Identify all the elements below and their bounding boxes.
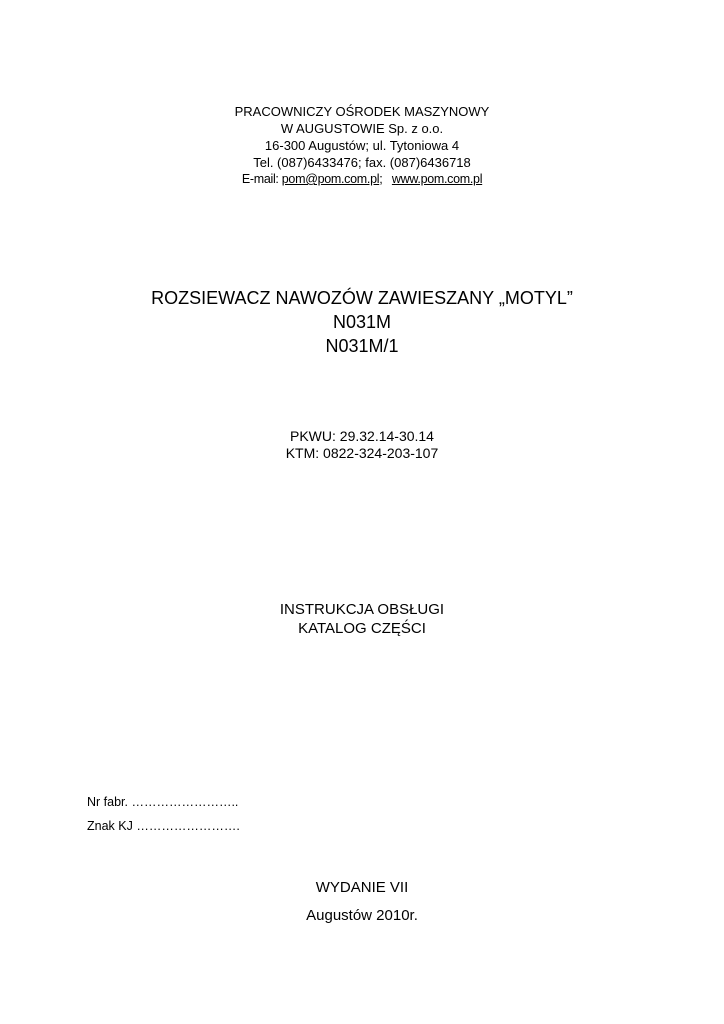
website-link[interactable]: www.pom.com.pl — [391, 172, 483, 186]
company-phone-fax: Tel. (087)6433476; fax. (087)6436718 — [253, 155, 471, 170]
model-number-2: N031M/1 — [325, 336, 399, 356]
form-fields — [87, 790, 240, 838]
company-address: 16-300 Augustów; ul. Tytoniowa 4 — [264, 138, 460, 153]
serial-number-field: Nr fabr. …………………….. — [87, 795, 239, 809]
pkwu-code: PKWU: 29.32.14-30.14 — [290, 428, 434, 444]
product-name: ROZSIEWACZ NAWOZÓW ZAWIESZANY „MOTYL” — [151, 288, 573, 308]
company-location: W AUGUSTOWIE Sp. z o.o. — [280, 121, 444, 136]
edition-label: WYDANIE VII — [315, 879, 409, 896]
company-name: PRACOWNICZY OŚRODEK MASZYNOWY — [234, 104, 490, 119]
ktm-code: KTM: 0822-324-203-107 — [285, 445, 439, 461]
edition-info — [0, 874, 724, 930]
company-header — [0, 103, 724, 188]
document-type-line-1: INSTRUKCJA OBSŁUGI — [279, 601, 445, 618]
classification-codes — [0, 428, 724, 462]
quality-mark-field: Znak KJ ……………………. — [87, 819, 240, 833]
place-date: Augustów 2010r. — [306, 907, 418, 924]
contact-line — [0, 171, 724, 188]
document-type — [0, 600, 724, 638]
email-link[interactable]: pom@pom.com.pl — [281, 172, 380, 186]
contact-separator: ; — [379, 172, 392, 186]
model-number-1: N031M — [332, 312, 392, 332]
document-type-line-2: KATALOG CZĘŚCI — [298, 620, 426, 637]
email-label: E-mail: — [241, 172, 282, 186]
document-title — [0, 286, 724, 358]
